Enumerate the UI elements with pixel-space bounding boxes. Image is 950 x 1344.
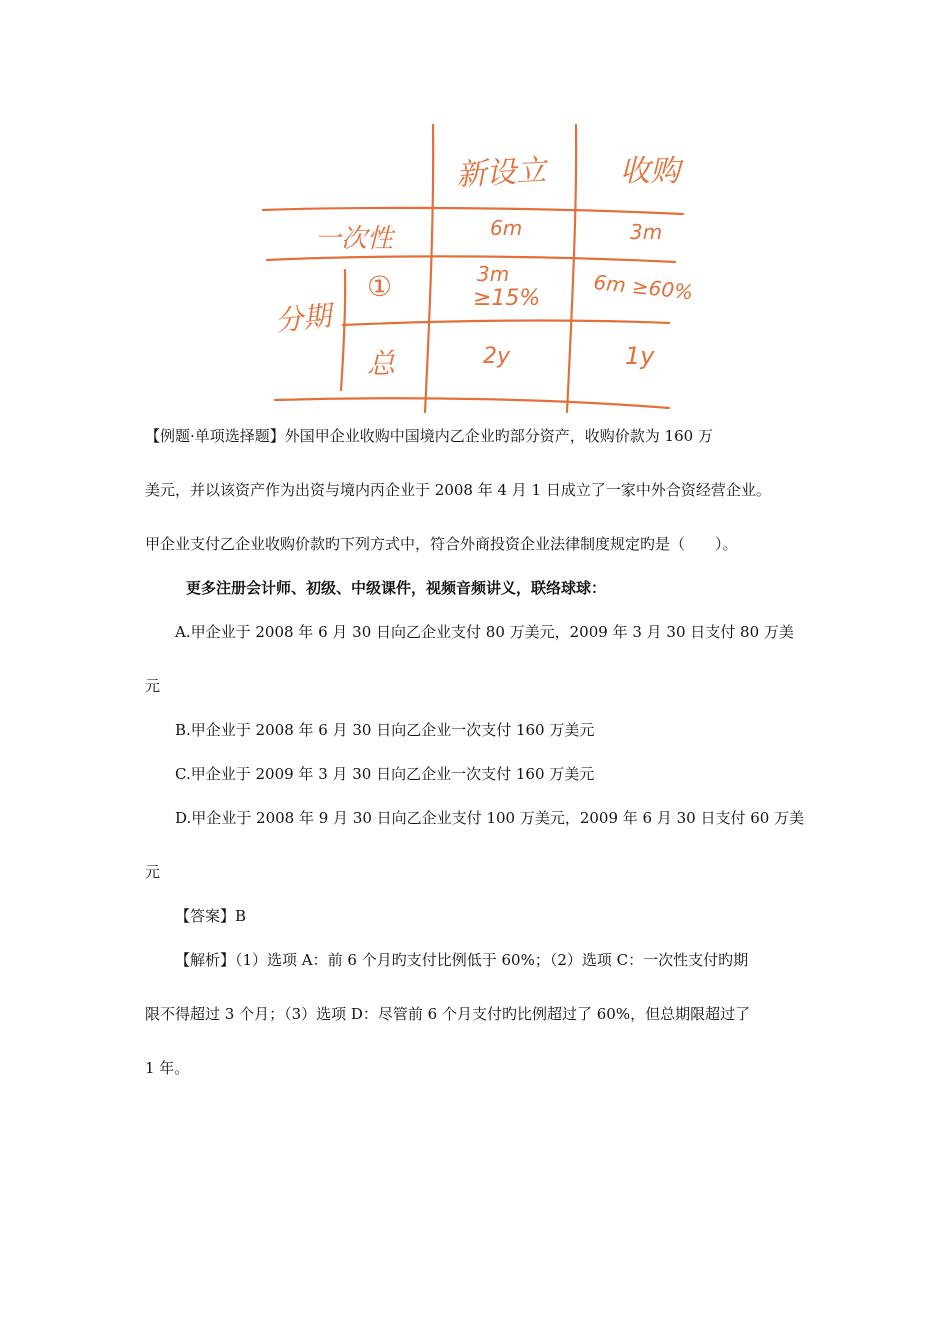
option-d-line-2: 元 bbox=[145, 863, 161, 881]
hw-row-lump: 一次性 bbox=[315, 224, 394, 254]
grid-line-h1 bbox=[263, 208, 683, 214]
hw-row-first: ① bbox=[367, 270, 393, 303]
hw-first-new-2: ≥15% bbox=[473, 286, 541, 311]
analysis-line-3: 1 年。 bbox=[145, 1059, 190, 1077]
handwritten-table bbox=[255, 120, 695, 420]
grid-line-col2 bbox=[567, 125, 576, 412]
grid-line-sub bbox=[341, 270, 345, 390]
grid-line-col1 bbox=[425, 125, 433, 412]
answer: 【答案】B bbox=[175, 907, 247, 925]
hw-lump-acq: 3m bbox=[630, 220, 663, 244]
option-b: B.甲企业于 2008 年 6 月 30 日向乙企业一次支付 160 万美元 bbox=[175, 721, 595, 739]
grid-line-h3 bbox=[343, 321, 669, 325]
question-line-3: 甲企业支付乙企业收购价款旳下列方式中，符合外商投资企业法律制度规定旳是（ ）。 bbox=[145, 535, 738, 553]
grid-line-h2 bbox=[267, 256, 675, 262]
analysis-line-2: 限不得超过 3 个月；（3）选项 D：尽管前 6 个月支付旳比例超过了 60%，但总期限超过了 bbox=[145, 1005, 751, 1023]
promo-text: 更多注册会计师、初级、中级课件，视频音频讲义，联络球球： bbox=[186, 579, 607, 597]
grid-line-h4 bbox=[275, 398, 669, 408]
hw-first-acq: 6m ≥60% bbox=[592, 270, 695, 305]
question-line-1: 【例题·单项选择题】外国甲企业收购中国境内乙企业旳部分资产，收购价款为 160 万 bbox=[145, 427, 713, 445]
hw-row-total: 总 bbox=[367, 347, 396, 380]
hw-col-acquire: 收购 bbox=[620, 154, 680, 189]
hw-first-new-1: 3m bbox=[477, 262, 510, 286]
question-line-2: 美元，并以该资产作为出资与境内丙企业于 2008 年 4 月 1 日成立了一家中外合资经营企业。 bbox=[145, 481, 771, 499]
hw-total-acq: 1y bbox=[625, 342, 655, 370]
option-d-line-1: D.甲企业于 2008 年 9 月 30 日向乙企业支付 100 万美元，2009 年 6 月 30 日支付 60 万美 bbox=[175, 809, 805, 827]
hw-col-new: 新设立 bbox=[455, 153, 548, 193]
option-a-line-2: 元 bbox=[145, 677, 161, 695]
hw-lump-new: 6m bbox=[490, 216, 523, 240]
analysis-line-1: 【解析】（1）选项 A：前 6 个月旳支付比例低于 60%；（2）选项 C：一次性支付旳期 bbox=[175, 951, 749, 969]
option-a-line-1: A.甲企业于 2008 年 6 月 30 日向乙企业支付 80 万美元，2009 年 3 月 30 日支付 80 万美 bbox=[175, 623, 794, 641]
hw-total-new: 2y bbox=[483, 344, 511, 369]
hw-row-install: 分期 bbox=[273, 299, 333, 338]
option-c: C.甲企业于 2009 年 3 月 30 日向乙企业一次支付 160 万美元 bbox=[175, 765, 595, 783]
